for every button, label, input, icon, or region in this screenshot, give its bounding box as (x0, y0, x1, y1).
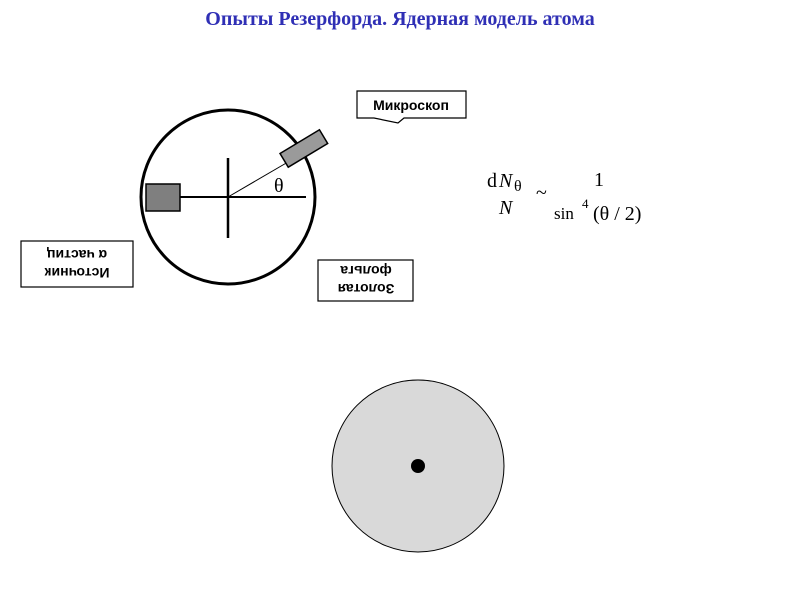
formula-numerator-d: d (487, 170, 497, 192)
atom-model (332, 380, 504, 552)
formula-rhs-numerator: 1 (594, 169, 604, 191)
callout-source (21, 241, 133, 287)
formula-relation: ~ (536, 182, 547, 204)
page-title: Опыты Резерфорда. Ядерная модель атома (205, 8, 595, 30)
callout-source-line1: Источник (44, 265, 110, 281)
angle-label: θ (274, 175, 284, 197)
callout-microscope-label: Микроскоп (373, 97, 449, 113)
formula-rhs-sin: sin (554, 204, 574, 223)
formula-denominator-N: N (499, 197, 513, 219)
microscope-tube (280, 130, 328, 167)
formula-numerator-sub: θ (514, 178, 522, 195)
rutherford-formula (487, 169, 641, 225)
formula-numerator-N: N (499, 170, 513, 192)
formula-rhs-power: 4 (582, 196, 589, 211)
callout-foil-line1: Золотая (337, 281, 395, 297)
callout-foil (318, 260, 413, 301)
callout-microscope (357, 91, 466, 123)
callout-source-line2: α частиц (46, 247, 108, 263)
rutherford-apparatus (141, 110, 328, 284)
alpha-source (146, 184, 180, 211)
callout-foil-line2: фольга (340, 263, 392, 279)
nucleus (411, 459, 425, 473)
formula-rhs-argument: (θ / 2) (593, 203, 642, 225)
